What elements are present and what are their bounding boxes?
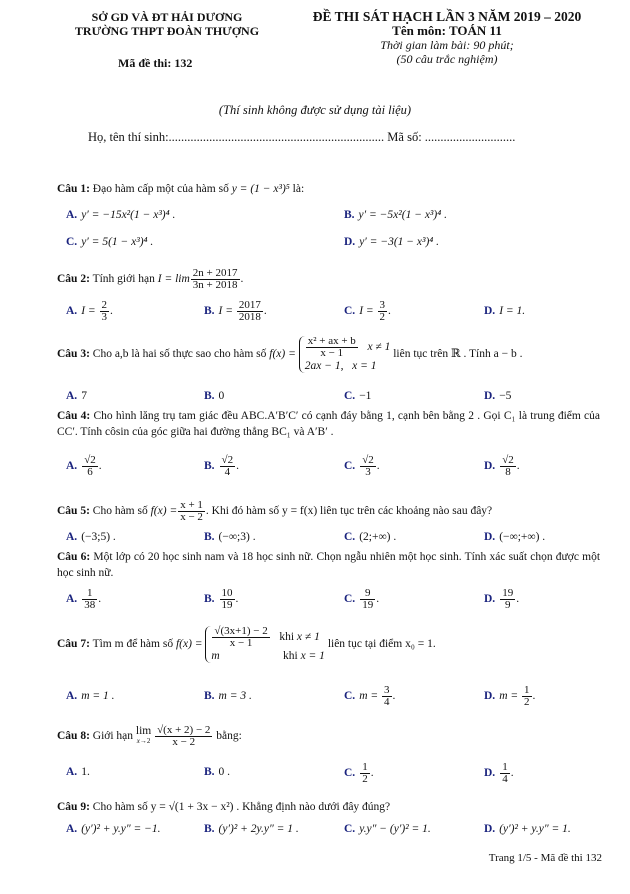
subject: Tên môn: TOÁN 11 xyxy=(392,23,502,38)
question-2: Câu 2: Tính giới hạn I = lim $\frac{2n + 2017}{3n + 2018}$ . xyxy=(57,267,244,291)
q1-option-b[interactable]: B. y′ = −5x²(1 − x³)⁴ . xyxy=(344,209,447,221)
q4-option-c[interactable]: C. $\frac{√2}{3}$ . xyxy=(344,454,380,478)
time-limit: Thời gian làm bài: 90 phút; xyxy=(380,38,514,52)
q3-option-d[interactable]: D. −5 xyxy=(484,390,512,402)
exam-title: ĐỀ THI SÁT HẠCH LẦN 3 NĂM 2019 – 2020 xyxy=(312,9,582,24)
question-3: Câu 3: Cho a,b là hai số thực sao cho hàm số f(x) = $\frac{\text{x² + ax + b}}{x - 1}$ x ≠ 1 2ax − 1, x = 1 liên tục trên ℝ . Tính a − b . xyxy=(57,335,523,372)
q5-option-b[interactable]: B. (−∞;3) . xyxy=(204,531,256,543)
q4-option-b[interactable]: B. $\frac{√2}{4}$ . xyxy=(204,454,239,478)
q7-option-a[interactable]: A. m = 1 . xyxy=(66,690,115,702)
header-left xyxy=(62,10,272,38)
q9-option-a[interactable]: A. (y′)² + y.y″ = −1. xyxy=(66,823,161,835)
school-name: TRƯỜNG THPT ĐOÀN THƯỢNG xyxy=(74,24,260,38)
question-7: Câu 7: Tìm m để hàm số f(x) = $\frac{√(3x+1) - 2}{x - 1}$ khi x ≠ 1 m khi x = 1 liên tục tại điểm x₀ = 1. xyxy=(57,625,436,662)
question-5: Câu 5: Cho hàm số f(x) = $\frac{x + 1}{x - 2}$ . Khi đó hàm số y = f(x) liên tục trên các khoảng nào sau đây? xyxy=(57,499,493,523)
q8-option-d[interactable]: D. $\frac{1}{4}$ . xyxy=(484,761,514,785)
q4-option-d[interactable]: D. $\frac{√2}{8}$ . xyxy=(484,454,520,478)
q8-option-c[interactable]: C. $\frac{1}{2}$ . xyxy=(344,761,374,785)
question-count: (50 câu trắc nghiệm) xyxy=(396,52,498,66)
question-9: Câu 9: Cho hàm số y = √(1 + 3x − x²) . Khẳng định nào dưới đây đúng? xyxy=(57,801,391,813)
q4-option-a[interactable]: A. $\frac{√2}{6}$ . xyxy=(66,454,102,478)
department: SỞ GD VÀ ĐT HẢI DƯƠNG xyxy=(91,10,243,24)
header-right xyxy=(302,10,592,66)
q6-option-c[interactable]: C. $\frac{9}{19}$ . xyxy=(344,587,380,611)
q9-option-c[interactable]: C. y.y″ − (y′)² = 1. xyxy=(344,823,431,835)
q3-option-a[interactable]: A. 7 xyxy=(66,390,87,402)
q7-option-d[interactable]: D. m = $\frac{1}{2}$ . xyxy=(484,684,536,708)
q5-option-a[interactable]: A. (−3;5) . xyxy=(66,531,116,543)
q9-option-b[interactable]: B. (y′)² + 2y.y″ = 1 . xyxy=(204,823,299,835)
question-4: Câu 4: Cho hình lăng trụ tam giác đều ABC.A′B′C′ có cạnh đáy bằng 1, cạnh bên bằng 2 . Gọi C₁ là trung điểm của CC′. Tính côsin của góc giữa hai đường thẳng BC₁ và A′B′ . xyxy=(57,410,600,438)
question-1: Câu 1: Đạo hàm cấp một của hàm số y = (1 − x³)⁵ là: xyxy=(57,183,305,195)
question-6: Câu 6: Một lớp có 20 học sinh nam và 18 học sinh nữ. Chọn ngẫu nhiên một học sinh. Tính xác suất chọn được một học sinh nữ. xyxy=(57,551,601,579)
q5-option-d[interactable]: D. (−∞;+∞) . xyxy=(484,531,546,543)
q1-option-a[interactable]: A. y′ = −15x²(1 − x³)⁴ . xyxy=(66,209,176,221)
question-8: Câu 8: Giới hạn lim x→2 $\frac{√(x + 2) - 2}{x - 2}$ bằng: xyxy=(57,724,242,748)
q7-option-b[interactable]: B. m = 3 . xyxy=(204,690,252,702)
q1-option-d[interactable]: D. y′ = −3(1 − x³)⁴ . xyxy=(344,236,440,248)
q3-option-c[interactable]: C. −1 xyxy=(344,390,372,402)
q2-option-b[interactable]: B. I = $\frac{2017}{2018}$ . xyxy=(204,299,267,323)
exam-code: Mã đề thi: 132 xyxy=(118,56,193,70)
student-info-line: Họ, tên thí sinh:..................................................................... Mã số: ............................. xyxy=(88,130,516,144)
instructions-note: (Thí sinh không được sử dụng tài liệu) xyxy=(218,103,412,117)
q7-option-c[interactable]: C. m = $\frac{3}{4}$ . xyxy=(344,684,396,708)
q6-option-b[interactable]: B. $\frac{10}{19}$ . xyxy=(204,587,239,611)
q2-option-d[interactable]: D. I = 1. xyxy=(484,305,526,317)
q5-option-c[interactable]: C. (2;+∞) . xyxy=(344,531,397,543)
q2-option-a[interactable]: A. I = $\frac{2}{3}$ . xyxy=(66,299,113,323)
q8-option-a[interactable]: A. 1. xyxy=(66,766,90,778)
q3-option-b[interactable]: B. 0 xyxy=(204,390,225,402)
q9-option-d[interactable]: D. (y′)² + y.y″ = 1. xyxy=(484,823,571,835)
q8-option-b[interactable]: B. 0 . xyxy=(204,766,231,778)
page-footer: Trang 1/5 - Mã đề thi 132 xyxy=(488,852,602,864)
q6-option-d[interactable]: D. $\frac{19}{9}$ . xyxy=(484,587,520,611)
q2-option-c[interactable]: C. I = $\frac{3}{2}$ . xyxy=(344,299,391,323)
q1-option-c[interactable]: C. y′ = 5(1 − x³)⁴ . xyxy=(66,236,154,248)
q6-option-a[interactable]: A. $\frac{1}{38}$ . xyxy=(66,587,102,611)
